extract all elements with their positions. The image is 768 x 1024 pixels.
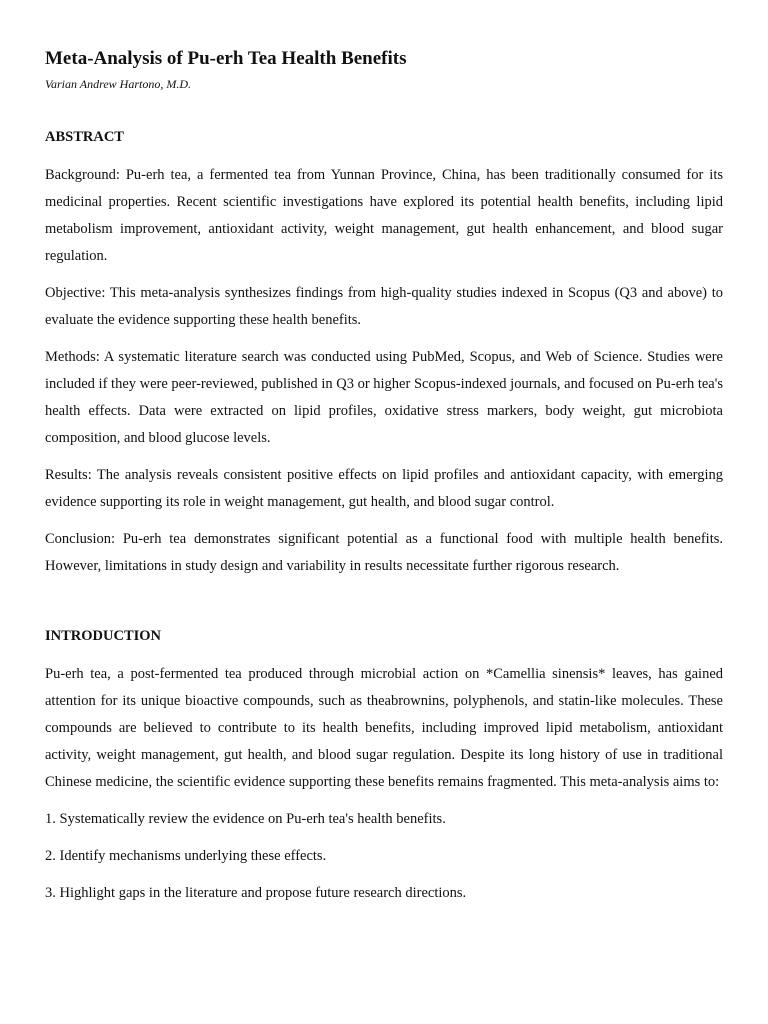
paper-title: Meta-Analysis of Pu-erh Tea Health Benefits [45,48,407,69]
aim-item-3: 3. Highlight gaps in the literature and propose future research directions. [45,885,467,901]
document-page [45,46,723,907]
abstract-heading: ABSTRACT [45,129,124,145]
abstract-results: Results: The analysis reveals consistent positive effects on lipid profiles and antioxidant capacity, with emerging evidence supporting its role in weight management, gut health, and blood sugar control. [45,467,723,510]
abstract-objective: Objective: This meta-analysis synthesizes findings from high-quality studies indexed in Scopus (Q3 and above) to evaluate the evidence supporting these health benefits. [45,285,723,328]
abstract-conclusion: Conclusion: Pu-erh tea demonstrates significant potential as a functional food with multiple health benefits. However, limitations in study design and variability in results necessitate further rigorous research. [45,531,723,574]
abstract-methods: Methods: A systematic literature search was conducted using PubMed, Scopus, and Web of Science. Studies were included if they were peer-reviewed, published in Q3 or higher Scopus-indexed journals, and focused on Pu-erh tea's health effects. Data were extracted on lipid profiles, oxidative stress markers, body weight, gut microbiota composition, and blood glucose levels. [45,349,723,446]
aim-item-2: 2. Identify mechanisms underlying these effects. [45,848,327,864]
introduction-heading: INTRODUCTION [45,628,162,644]
aim-item-1: 1. Systematically review the evidence on Pu-erh tea's health benefits. [45,811,446,827]
abstract-background: Background: Pu-erh tea, a fermented tea from Yunnan Province, China, has been traditionally consumed for its medicinal properties. Recent scientific investigations have explored its potential health benefits, including lipid metabolism improvement, antioxidant activity, weight management, gut health enhancement, and blood sugar regulation. [45,167,723,264]
author-line: Varian Andrew Hartono, M.D. [45,77,192,91]
introduction-paragraph: Pu-erh tea, a post-fermented tea produced through microbial action on *Camellia sinensis* leaves, has gained attention for its unique bioactive compounds, such as theabrownins, polyphenols, and statin-like molecules. These compounds are believed to contribute to its health benefits, including improved lipid metabolism, antioxidant activity, weight management, gut health, and blood sugar regulation. Despite its long history of use in traditional Chinese medicine, the scientific evidence supporting these benefits remains fragmented. This meta-analysis aims to: [45,666,723,790]
